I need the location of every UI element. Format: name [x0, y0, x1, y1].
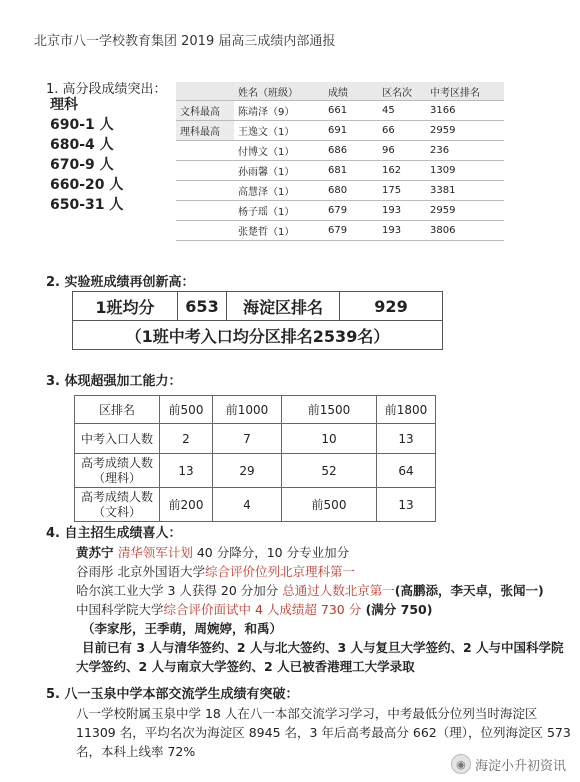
table-header-cell: 前1800 [377, 396, 436, 424]
table-cell: 686 [324, 141, 378, 161]
table-cell: 2 [160, 424, 213, 454]
band-item: 650-31 人 [50, 197, 124, 213]
table-row [75, 454, 436, 488]
table-cell: 929 [340, 292, 443, 321]
table-header-cell: 区排名 [75, 396, 160, 424]
result-line: 大学签约、2 人与南京大学签约、2 人已被香港理工大学录取 [76, 659, 415, 674]
band-item: 660-20 人 [50, 177, 124, 193]
table-header-row [75, 396, 436, 424]
table-cell: 陈靖泽（9） [234, 101, 324, 121]
table-cell: 1班均分 [73, 292, 178, 321]
table-cell: 2959 [426, 201, 504, 221]
table-cell: 高考成绩人数 （文科） [75, 488, 160, 522]
table-header-cell: 中考区排名 [426, 82, 504, 101]
table-cell: 张楚哲（1） [234, 221, 324, 241]
table-cell: 162 [378, 161, 426, 181]
table-header-cell: 前1500 [282, 396, 377, 424]
table-cell: 理科最高 [176, 121, 234, 141]
result-line: 目前已有 3 人与清华签约、2 人与北大签约、3 人与复旦大学签约、2 人与中国科学院 [82, 640, 564, 655]
table-cell: 10 [282, 424, 377, 454]
result-line: 中国科学院大学综合评价面试中 4 人成绩超 730 分 (满分 750) [76, 602, 433, 617]
admission-results [76, 543, 564, 676]
table-cell: 王逸文（1） [234, 121, 324, 141]
subject-label: 理科 [50, 97, 78, 113]
band-item: 680-4 人 [50, 137, 114, 153]
page-title: 北京市八一学校教育集团 2019 届高三成绩内部通报 [34, 34, 336, 49]
table-cell [176, 141, 234, 161]
watermark [451, 754, 566, 774]
table-cell [176, 181, 234, 201]
table-cell: 高慧泽（1） [234, 181, 324, 201]
table-cell [176, 221, 234, 241]
table-row [176, 201, 504, 221]
band-item: 670-9 人 [50, 157, 114, 173]
table-cell: 前500 [282, 488, 377, 522]
class-average-table [72, 291, 443, 350]
table-cell: 653 [178, 292, 227, 321]
result-line: 名，本科上线率 72% [76, 744, 196, 759]
table-row [75, 488, 436, 522]
wechat-icon: ◉ [451, 754, 471, 774]
section2-heading: 2. 实验班成绩再创新高： [46, 275, 195, 290]
section4-heading: 4. 自主招生成绩喜人： [46, 526, 182, 541]
table-row [176, 221, 504, 241]
result-line: 黄苏宁 清华领军计划 40 分降分，10 分专业加分 [76, 545, 350, 560]
table-row [176, 141, 504, 161]
table-header-cell: 姓名（班级） [234, 82, 324, 101]
band-item: 690-1 人 [50, 117, 114, 133]
watermark-text: 海淀小升初资讯 [474, 758, 566, 774]
table-cell: 52 [282, 454, 377, 488]
table-row [176, 181, 504, 201]
ranking-table [74, 395, 436, 522]
table-cell: 中考入口人数 [75, 424, 160, 454]
table-cell: 文科最高 [176, 101, 234, 121]
table-cell: 680 [324, 181, 378, 201]
table-cell: 高考成绩人数 （理科） [75, 454, 160, 488]
table-cell: 29 [213, 454, 282, 488]
top-scorers-table [176, 82, 504, 241]
table-cell: （1班中考入口均分区排名2539名） [73, 321, 443, 350]
table-cell: 2959 [426, 121, 504, 141]
result-line: 八一学校附属玉泉中学 18 人在八一本部交流学习学习，中考最低分位列当时海淀区 [76, 706, 538, 721]
table-cell: 13 [377, 488, 436, 522]
table-cell: 海淀区排名 [227, 292, 340, 321]
exchange-results [76, 704, 571, 761]
table-header-row [176, 82, 504, 101]
table-cell: 杨子瑶（1） [234, 201, 324, 221]
result-line: 谷雨彤 北京外国语大学综合评价位列北京理科第一 [76, 564, 355, 579]
table-cell: 681 [324, 161, 378, 181]
table-cell: 175 [378, 181, 426, 201]
score-band-list [50, 95, 123, 215]
table-cell: 7 [213, 424, 282, 454]
table-cell: 66 [378, 121, 426, 141]
table-cell: 661 [324, 101, 378, 121]
table-cell: 1309 [426, 161, 504, 181]
table-cell: 孙雨馨（1） [234, 161, 324, 181]
section1-heading: 1. 高分段成绩突出： [46, 82, 167, 97]
table-cell: 96 [378, 141, 426, 161]
table-cell: 13 [377, 424, 436, 454]
table-header-cell [176, 82, 234, 101]
section3-heading: 3. 体现超强加工能力： [46, 374, 182, 389]
table-cell: 3806 [426, 221, 504, 241]
table-cell: 4 [213, 488, 282, 522]
table-cell: 679 [324, 201, 378, 221]
table-cell: 236 [426, 141, 504, 161]
table-cell: 3166 [426, 101, 504, 121]
table-header-cell: 区名次 [378, 82, 426, 101]
table-row [73, 292, 443, 321]
section5-heading: 5. 八一玉泉中学本部交流学生成绩有突破： [46, 687, 299, 702]
table-cell: 193 [378, 221, 426, 241]
table-row [73, 321, 443, 350]
table-row [75, 424, 436, 454]
table-cell: 679 [324, 221, 378, 241]
table-row [176, 101, 504, 121]
result-line: （李家彤，王季萌，周婉婷，和禹） [82, 621, 283, 636]
table-header-cell: 前500 [160, 396, 213, 424]
table-cell: 691 [324, 121, 378, 141]
result-line: 哈尔滨工业大学 3 人获得 20 分加分 总通过人数北京第一(高鹏添，李天卓，张闻一) [76, 583, 544, 598]
table-cell: 前200 [160, 488, 213, 522]
table-cell [176, 201, 234, 221]
table-header-cell: 前1000 [213, 396, 282, 424]
table-cell: 3381 [426, 181, 504, 201]
table-cell [176, 161, 234, 181]
table-cell: 45 [378, 101, 426, 121]
table-header-cell: 成绩 [324, 82, 378, 101]
table-cell: 13 [160, 454, 213, 488]
table-cell: 64 [377, 454, 436, 488]
table-row [176, 121, 504, 141]
table-row [176, 161, 504, 181]
table-cell: 193 [378, 201, 426, 221]
table-cell: 付博文（1） [234, 141, 324, 161]
result-line: 11309 名，平均名次为海淀区 8945 名，3 年后高考最高分 662（理），位列海淀区 573 [76, 725, 571, 740]
